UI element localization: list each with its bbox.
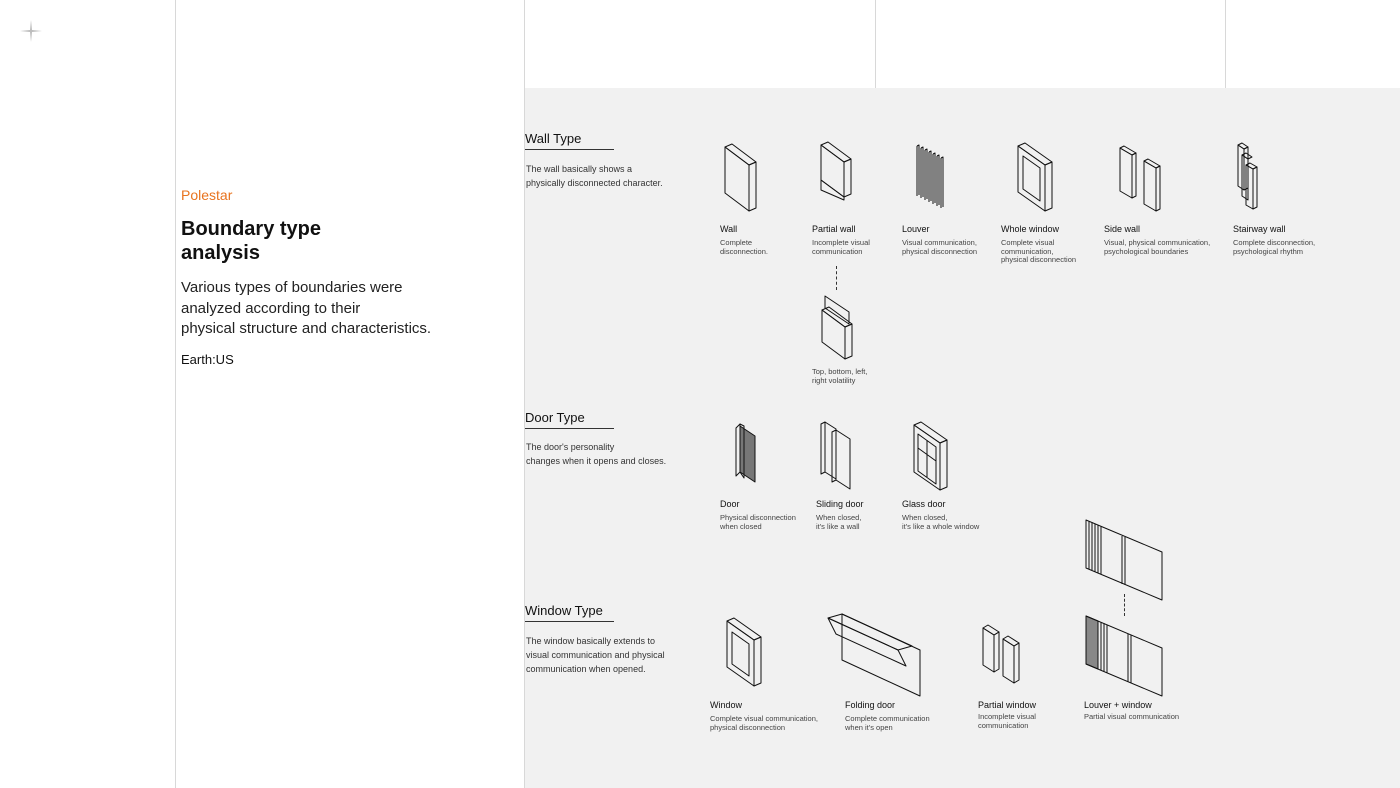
brand-name: Polestar <box>181 187 233 203</box>
stairway-wall-desc: Complete disconnection, psychological rhythm <box>1233 238 1316 256</box>
window-desc: Complete visual communication, physical disconnection <box>710 714 818 732</box>
partial-window-label: Partial window <box>978 700 1037 710</box>
partial-wall-label: Partial wall <box>812 224 856 234</box>
sliding-door-desc: When closed, it's like a wall <box>816 513 862 531</box>
location-label: Earth:US <box>181 352 234 367</box>
louver-window-variant-icon <box>1084 518 1166 602</box>
louver-window-icon <box>1084 614 1166 698</box>
page-title: Boundary type analysis <box>181 218 322 264</box>
glass-door-label: Glass door <box>902 499 946 509</box>
partial-wall-desc: Incomplete visual communication <box>812 238 870 256</box>
glass-door-desc: When closed, it's like a whole window <box>902 513 980 531</box>
door-icon <box>734 422 764 488</box>
wall-section-desc: The wall basically shows a physically disconnected character. <box>526 164 663 188</box>
partial-wall-variant-icon <box>819 294 859 362</box>
folding-door-desc: Complete communication when it's open <box>845 714 930 732</box>
diagram-panel <box>525 88 1400 788</box>
page-description: Various types of boundaries were analyzed according to their physical structure and characteristics. <box>181 279 432 337</box>
door-section-title: Door Type <box>525 410 614 429</box>
window-label: Window <box>710 700 743 710</box>
grid-divider <box>875 0 876 88</box>
partial-wall-icon <box>818 142 858 212</box>
folding-door-icon <box>826 612 922 700</box>
door-section-desc: The door's personality changes when it opens and closes. <box>526 442 667 466</box>
whole-window-label: Whole window <box>1001 224 1060 234</box>
wall-icon <box>722 144 762 214</box>
whole-window-desc: Complete visual communication, physical disconnection <box>1001 238 1077 264</box>
sliding-door-icon <box>818 420 854 490</box>
variant-connector <box>836 266 837 290</box>
folding-door-label: Folding door <box>845 700 896 710</box>
louver-icon <box>914 144 950 214</box>
louver-window-connector <box>1124 594 1125 616</box>
grid-divider <box>1225 0 1226 88</box>
partial-wall-variant-desc: Top, bottom, left, right volatility <box>812 367 868 385</box>
door-desc: Physical disconnection when closed <box>720 513 796 531</box>
louver-desc: Visual communication, physical disconnection <box>902 238 978 256</box>
wall-desc: Complete disconnection. <box>720 238 768 256</box>
window-icon <box>724 618 766 688</box>
side-wall-desc: Visual, physical communication, psychological boundaries <box>1104 238 1211 256</box>
side-wall-icon <box>1118 144 1164 214</box>
door-label: Door <box>720 499 740 509</box>
sliding-door-label: Sliding door <box>816 499 864 509</box>
louver-label: Louver <box>902 224 930 234</box>
sparkle-icon <box>20 20 42 42</box>
louver-window-label: Louver + window <box>1084 700 1152 710</box>
wall-label: Wall <box>720 224 738 234</box>
window-section-title: Window Type <box>525 603 614 622</box>
window-section-desc: The window basically extends to visual communication and physical communication when opened. <box>526 636 665 674</box>
partial-window-desc: Incomplete visual communication <box>978 712 1036 730</box>
glass-door-icon <box>911 422 951 492</box>
wall-section-title: Wall Type <box>525 131 614 150</box>
whole-window-icon <box>1015 143 1057 213</box>
partial-window-icon <box>981 622 1025 692</box>
louver-window-desc: Partial visual communication <box>1084 712 1180 721</box>
side-wall-label: Side wall <box>1104 224 1141 234</box>
stairway-wall-label: Stairway wall <box>1233 224 1286 234</box>
stairway-wall-icon <box>1236 142 1262 212</box>
grid-divider <box>175 0 176 788</box>
